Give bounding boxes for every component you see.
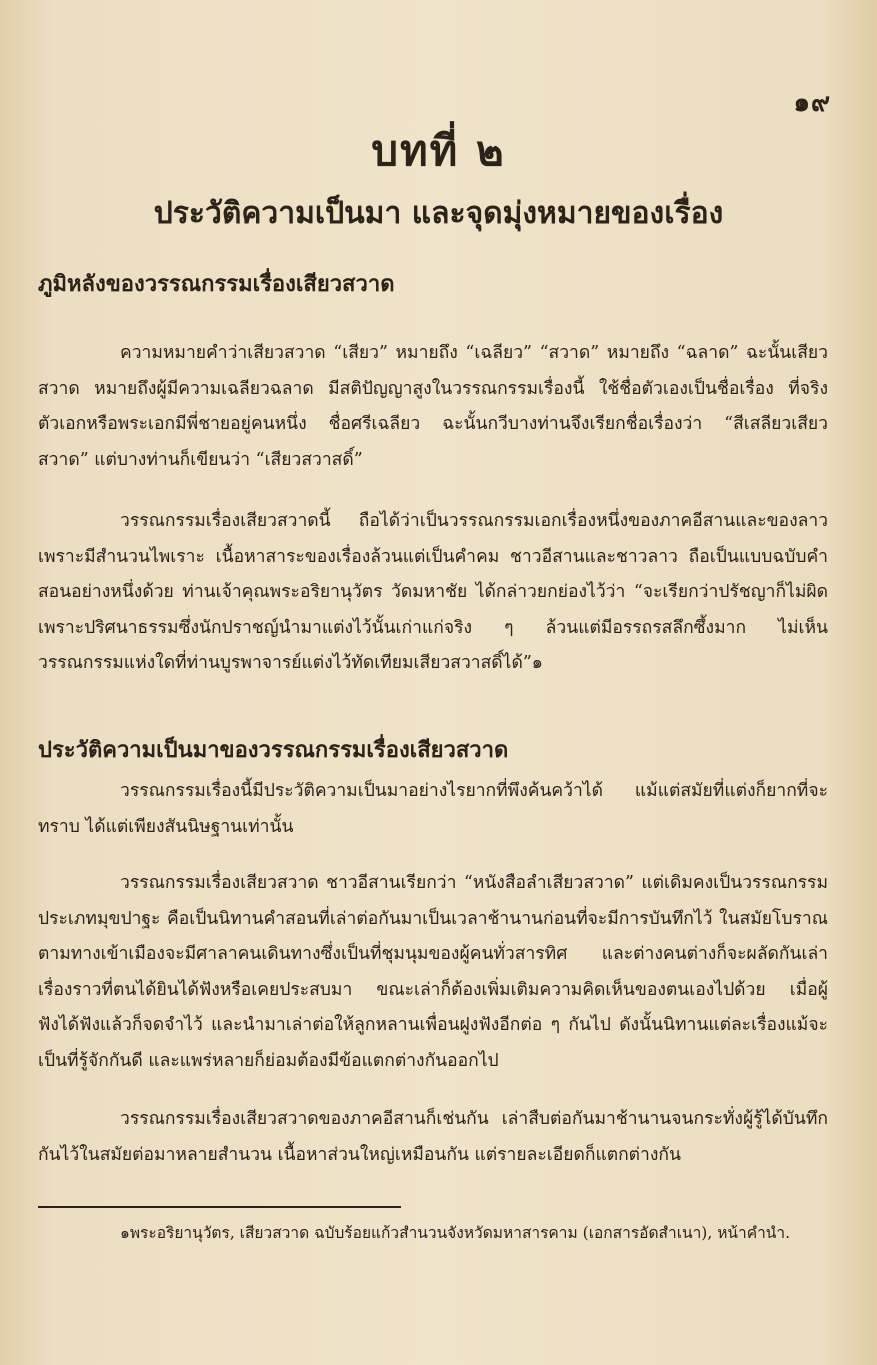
chapter-title: บทที่ ๒ [371, 126, 506, 175]
paragraph: ความหมายคำว่าเสียวสวาด “เสียว” หมายถึง “เฉลียว” “สวาด” หมายถึง “ฉลาด” ฉะนั้นเสียวสวาด หมายถึงผู้มีความเฉลียวฉลาด มีสติปัญญาสูงในวรรณกรรมเรื่องนี้ ใช้ชื่อตัวเองเป็นชื่อเรื่อง ที่จริงตัวเอกหรือพระเอกมีพี่ชายอยู่คนหนึ่ง ชื่อศรีเฉลียว ฉะนั้นกวีบางท่านจึงเรียกชื่อเรื่องว่า “สีเสลียวเสียวสวาด” แต่บางท่านก็เขียนว่า “เสียวสวาสดิ์” [38, 343, 828, 470]
section-heading-background: ภูมิหลังของวรรณกรรมเรื่องเสียวสวาด [38, 271, 395, 297]
page-number: ๑๙ [793, 88, 831, 118]
paragraph: วรรณกรรมเรื่องเสียวสวาดนี้ ถือได้ว่าเป็นวรรณกรรมเอกเรื่องหนึ่งของภาคอีสานและของลาว เพราะมีสำนวนไพเราะ เนื้อหาสาระของเรื่องล้วนแต่เป็นคำคม ชาวอีสานและชาวลาว ถือเป็นแบบฉบับคำสอนอย่างหนึ่งด้วย ท่านเจ้าคุณพระอริยานุวัตร วัดมหาชัย ได้กล่าวยกย่องไว้ว่า “จะเรียกว่าปรัชญาก็ไม่ผิด เพราะปริศนาธรรมซึ่งนักปราชญ์นำมาแต่งไว้นั้นเก่าแก่จริง ๆ ล้วนแต่มีอรรถรสลึกซึ้งมาก ไม่เห็นวรรณกรรมแห่งใดที่ท่านบูรพาจารย์แต่งไว้ทัดเทียมเสียวสวาสดิ์ได้”๑ [38, 511, 828, 673]
paragraph: วรรณกรรมเรื่องเสียวสวาด ชาวอีสานเรียกว่า “หนังสือลำเสียวสวาด” แต่เดิมคงเป็นวรรณกรรมประเภทมุขปาฐะ คือเป็นนิทานคำสอนที่เล่าต่อกันมาเป็นเวลาช้านานก่อนที่จะมีการบันทึกไว้ ในสมัยโบราณตามทางเข้าเมืองจะมีศาลาคนเดินทางซึ่งเป็นที่ชุมนุมของผู้คนทั่วสารทิศ และต่างคนต่างก็จะผลัดกันเล่าเรื่องราวที่ตนได้ยินได้ฟังหรือเคยประสบมา ขณะเล่าก็ต้องเพิ่มเติมความคิดเห็นของตนเองไปด้วย เมื่อผู้ฟังได้ฟังแล้วก็จดจำไว้ และนำมาเล่าต่อให้ลูกหลานเพื่อนฝูงฟังอีกต่อ ๆ กันไป ดังนั้นนิทานแต่ละเรื่องแม้จะเป็นที่รู้จักกันดี และแพร่หลายก็ย่อมต้องมีข้อแตกต่างกันออกไป [38, 873, 828, 1071]
section-heading-history: ประวัติความเป็นมาของวรรณกรรมเรื่องเสียวสวาด [38, 737, 509, 763]
paragraph: วรรณกรรมเรื่องนี้มีประวัติความเป็นมาอย่างไรยากที่พึงค้นคว้าได้ แม้แต่สมัยที่แต่งก็ยากที่จะทราบ ได้แต่เพียงสันนิษฐานเท่านั้น [38, 781, 828, 837]
footnote: ๑พระอริยานุวัตร, เสียวสวาด ฉบับร้อยแก้วสำนวนจังหวัดมหาสารคาม (เอกสารอัดสำเนา), หน้าคำนำ. [120, 1224, 791, 1242]
paragraph: วรรณกรรมเรื่องเสียวสวาดของภาคอีสานก็เช่นกัน เล่าสืบต่อกันมาช้านานจนกระทั่งผู้รู้ได้บันทึกกันไว้ในสมัยต่อมาหลายสำนวน เนื้อหาส่วนใหญ่เหมือนกัน แต่รายละเอียดก็แตกต่างกัน [38, 1109, 828, 1165]
chapter-subtitle: ประวัติความเป็นมา และจุดมุ่งหมายของเรื่อง [153, 196, 724, 231]
footnote-divider [38, 1206, 401, 1208]
